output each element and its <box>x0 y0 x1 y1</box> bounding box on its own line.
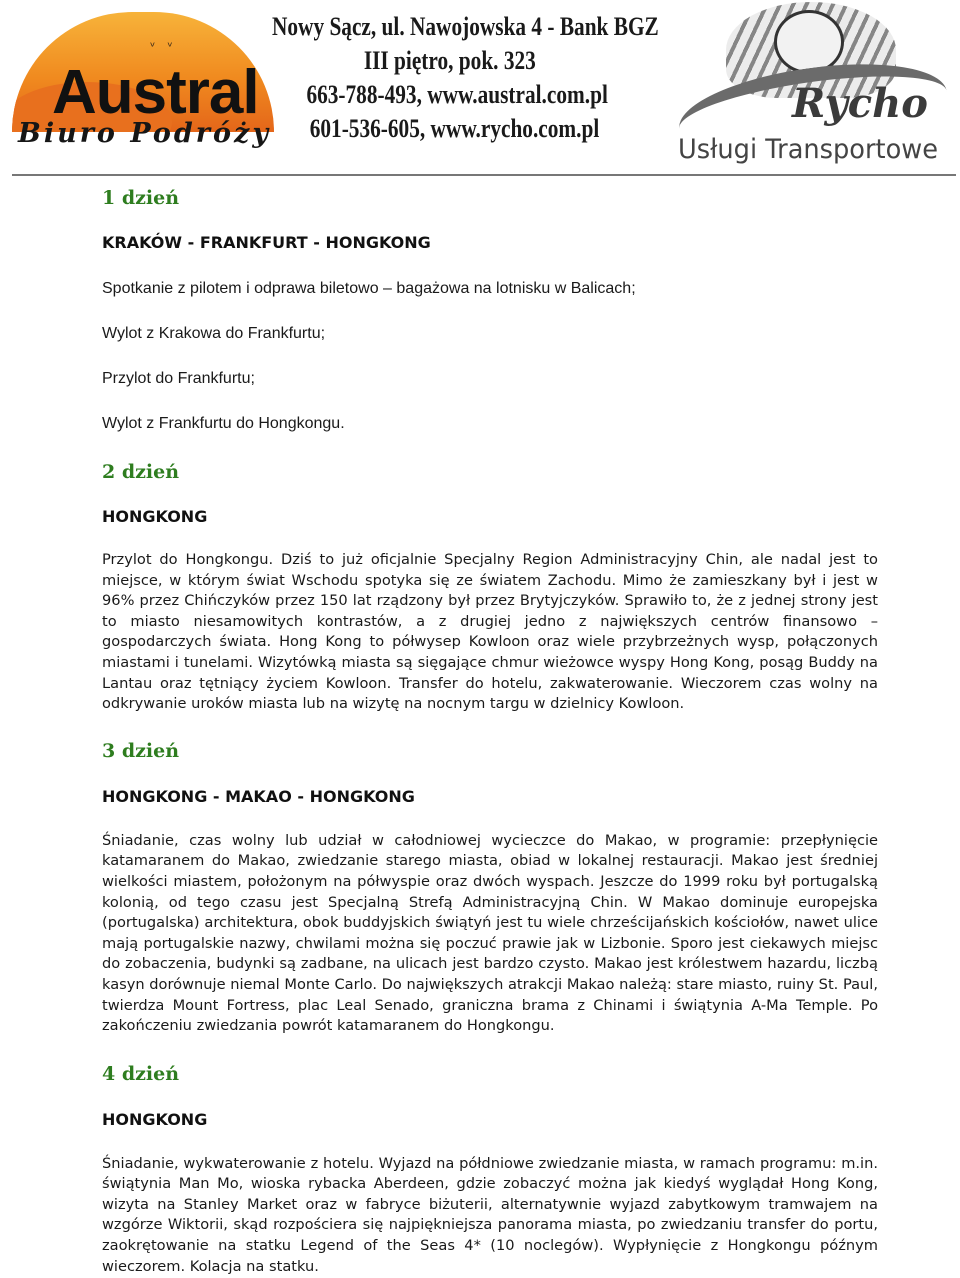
day-3-section <box>102 739 878 1037</box>
day-title: 3 dzień <box>102 739 180 762</box>
day-route: HONGKONG - MAKAO - HONGKONG <box>102 786 415 806</box>
birds-icon: ᵛ ᵛ <box>150 40 173 55</box>
day-title: 2 dzień <box>102 461 180 483</box>
day-route: KRAKÓW - FRANKFURT - HONGKONG <box>102 233 431 252</box>
contact-address: Nowy Sącz, ul. Nawojowska 4 - Bank BGZ <box>272 12 659 41</box>
rycho-logo-name: Rycho <box>792 80 928 127</box>
contact-floor: III piętro, pok. 323 <box>363 46 536 75</box>
letterhead <box>0 0 960 178</box>
day-description: Śniadanie, wykwaterowanie z hotelu. Wyjazd na półdniowe zwiedzanie miasta, w ramach programu: m.in. świątynia Man Mo, wioska rybacka Aberdeen, gdzie zobaczyć można jak kiedyś wyglądał Hong Kong, wizyta na Stanley Market oraz w fabryce biżuterii, alternatywnie wyjazd zabytkowym tramwajem na wzgórze Wiktorii, skąd rozpościera się najpiękniejsza panorama miasta, po zwiedzaniu transfer do portu, zaokrętowanie na statku Legend of the Seas 4* (10 noclegów). Wypłynięcie z Hongkongu późnym wieczorem. Kolacja na statku. <box>102 1154 878 1275</box>
austral-logo-text: Austral <box>52 58 259 127</box>
rycho-logo <box>678 0 960 178</box>
day-route: HONGKONG <box>102 1109 208 1129</box>
itinerary-line: Wylot z Krakowa do Frankfurtu; <box>102 325 326 342</box>
day-route: HONGKONG <box>102 507 208 526</box>
day-description: Przylot do Hongkongu. Dziś to już oficjalnie Specjalny Region Administracyjny Chin, ale nadal jest to miejsce, w którym świat Wschodu spotyka się ze światem Zachodu. Mimo że zamieszkany był i jest w 96% przez Chińczyków przez 150 lat rządzony był przez Brytyjczyków. Sprawiło to, że z jednej strony jest to miasto niesamowitych kontrastów, a z drugiej jedno z największych centrów finansowo – gospodarczych świata. Hong Kong to półwysep Kowloon oraz wiele przybrzeżnych wysp, połączonych miastami i tunelami. Wizytówką miasta są sięgające chmur wieżowce wyspy Hong Kong, posąg Buddy na Lantau oraz tętniący życiem Kowloon. Transfer do hotelu, zakwaterowanie. Wieczorem czas wolny na odkrywanie uroków miasta lub na wizytę na nocnym targu w dzielnicy Kowloon. <box>102 551 878 713</box>
contact-phone-austral: 663-788-493, www.austral.com.pl <box>306 80 608 109</box>
contact-phone-rycho: 601-536-605, www.rycho.com.pl <box>309 114 600 143</box>
day-description: Śniadanie, czas wolny lub udział w całodniowej wycieczce do Makao, w programie: przepłynięcie katamaranem do Makao, zwiedzanie starego miasta, obiad w lokalnej restauracji. Makao jest średniej wielkości miastem, położonym na półwyspie oraz dwóch wyspach. Jeszcze do 1999 roku był portugalską kolonią, od tego czasu jest Specjalną Strefą Administracyjną Chin. W Makao dominuje europejska (portugalska) architektura, obok buddyjskich świątyń jest tu wiele chrześcijańskich kościołów, nawet ulice mają portugalskie nazwy, chwilami można się poczuć prawie jak w Lizbonie. Sporo jest ciekawych miejsc do zobaczenia, budynki są zadbane, na ulicach jest bardzo czysto. Makao jest królestwem hazardu, liczbą kasyn dorównuje niemal Monte Carlo. Do największych atrakcji Makao należą: stare miasto, ruiny St. Paul, twierdza Mount Fortress, plac Leal Senado, graniczna brama z Chinami i świątynia A-Ma Temple. Po zakończeniu zwiedzania powrót katamaranem do Hongkongu. <box>102 831 878 1035</box>
day-2-section <box>102 460 878 715</box>
day-title: 1 dzień <box>102 187 180 209</box>
austral-logo-subtitle: Biuro Podróży <box>18 118 272 149</box>
itinerary-line: Wylot z Frankfurtu do Hongkongu. <box>102 415 345 432</box>
day-1-section <box>102 186 878 435</box>
header-divider <box>12 174 956 176</box>
day-title: 4 dzień <box>102 1062 180 1085</box>
itinerary-line: Przylot do Frankfurtu; <box>102 370 255 387</box>
itinerary-line: Spotkanie z pilotem i odprawa biletowo – bagażowa na lotnisku w Balicach; <box>102 280 636 297</box>
contact-block <box>272 10 692 146</box>
itinerary <box>102 186 878 1277</box>
rycho-logo-tagline: Usługi Transportowe <box>678 134 939 165</box>
day-4-section <box>102 1062 878 1278</box>
